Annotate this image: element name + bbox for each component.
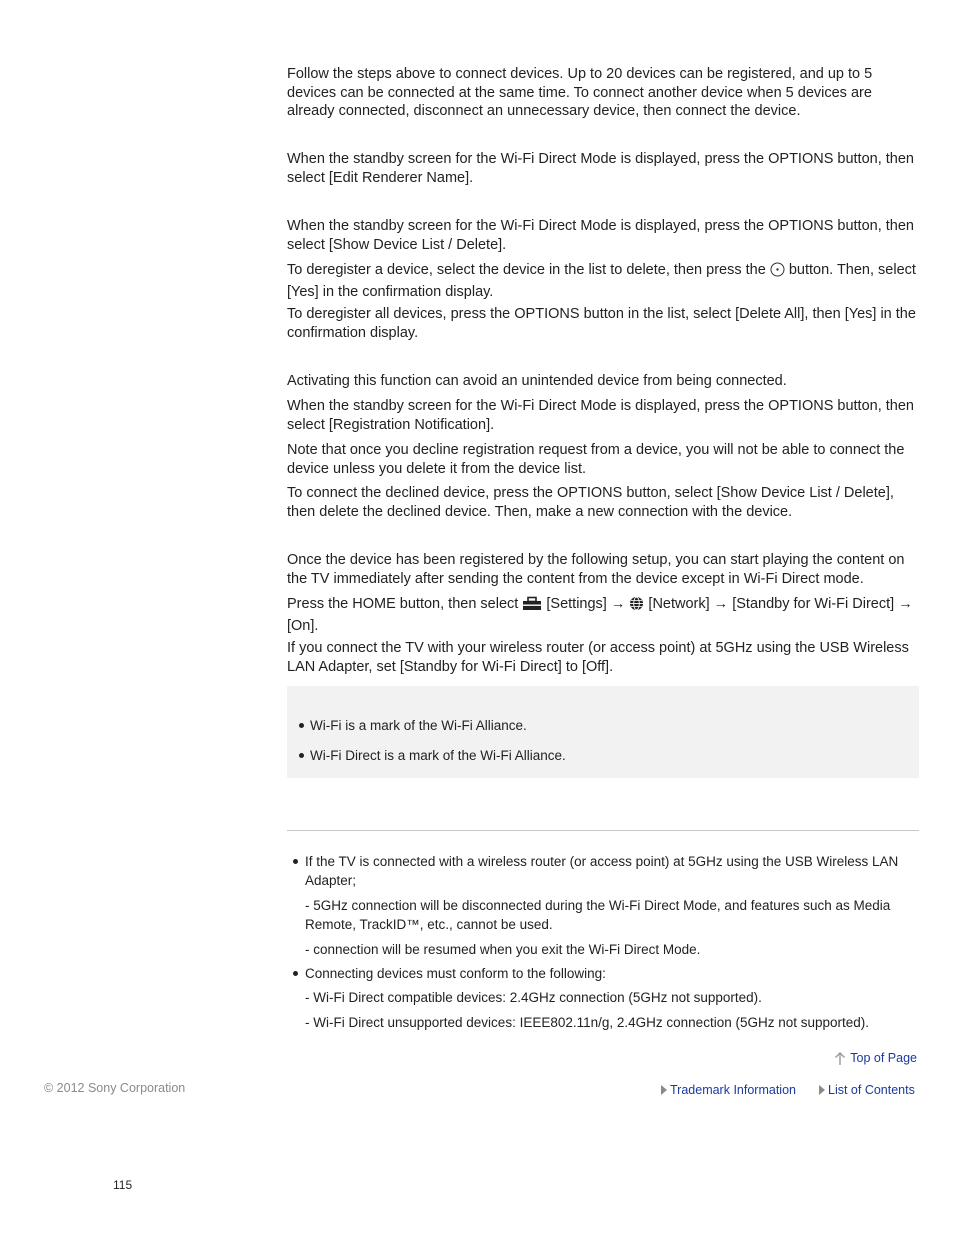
deregister-text-a: To deregister a device, select the device in the list to delete, then press the [287,262,770,278]
bullet-icon [299,723,304,728]
sub-item: - Wi-Fi Direct unsupported devices: IEEE802.11n/g, 2.4GHz connection (5GHz not supported). [305,1015,870,1030]
sub-item: - 5GHz connection will be disconnected during the Wi-Fi Direct Mode, and features such as Media Remote, TrackID™, etc., cannot be used. [305,898,891,932]
page-number: 115 [113,1178,133,1192]
note-text: Wi-Fi Direct is a mark of the Wi-Fi Alliance. [310,748,566,763]
paragraph-home-settings [287,595,919,635]
section-divider [287,830,919,831]
home-text-c: [Network] → [Standby for Wi-Fi Direct] → [On]. [287,596,913,634]
home-text-b: [Settings] → [542,596,630,612]
note-item [299,747,566,764]
list-of-contents [819,1081,915,1099]
note-text: Wi-Fi is a mark of the Wi-Fi Alliance. [310,718,527,733]
trademark-link[interactable]: Trademark Information [670,1083,796,1097]
trademark-info [661,1081,796,1099]
sub-item: - connection will be resumed when you exit the Wi-Fi Direct Mode. [305,942,701,957]
paragraph-deregister-device [287,261,919,301]
bullet-icon [293,971,298,976]
note-item [299,717,527,734]
up-arrow-icon [834,1051,846,1070]
top-of-page-link[interactable]: Top of Page [850,1051,917,1065]
bullet-icon [299,753,304,758]
triangle-right-icon [819,1085,825,1095]
deregister-text-b: button. Then, select [Yes] in the confirmation display. [287,262,916,300]
sub-item: - Wi-Fi Direct compatible devices: 2.4GHz connection (5GHz not supported). [305,990,762,1005]
paragraph-connect-devices: Follow the steps above to connect devices. Up to 20 devices can be registered, and up to 5 devices can be connected at the same time. To connect another device when 5 devices are already connected, disconnect an unnecessary device, then connect the device. [287,66,873,119]
triangle-right-icon [661,1085,667,1095]
contents-link[interactable]: List of Contents [828,1083,915,1097]
paragraph-5ghz-note: If you connect the TV with your wireless router (or access point) at 5GHz using the USB Wireless LAN Adapter, set [Standby for Wi-Fi Direct] to [Off]. [287,640,909,675]
paragraph-standby-intro: Once the device has been registered by the following setup, you can start playing the content on the TV immediately after sending the content from the device except in Wi-Fi Direct mode. [287,552,905,587]
paragraph-registration-notification: When the standby screen for the Wi-Fi Direct Mode is displayed, press the OPTIONS button, then select [Registration Notification]. [287,398,914,433]
network-globe-icon [629,596,644,617]
paragraph-activating-function: Activating this function can avoid an unintended device from being connected. [287,373,787,389]
paragraph-edit-renderer: When the standby screen for the Wi-Fi Direct Mode is displayed, press the OPTIONS button, then select [Edit Renderer Name]. [287,151,914,186]
paragraph-decline-note: Note that once you decline registration request from a device, you will not be able to connect the device unless you delete it from the device list. [287,442,905,477]
copyright: © 2012 Sony Corporation [44,1081,186,1095]
bullet-icon [293,859,298,864]
enter-button-icon [770,262,785,283]
paragraph-deregister-all: To deregister all devices, press the OPTIONS button in the list, select [Delete All], then [Yes] in the confirmation display. [287,306,916,341]
paragraph-show-device-list: When the standby screen for the Wi-Fi Direct Mode is displayed, press the OPTIONS button, then select [Show Device List / Delete]. [287,218,914,253]
home-text-a: Press the HOME button, then select [287,596,523,612]
paragraph-connect-declined: To connect the declined device, press the OPTIONS button, select [Show Device List / Delete], then delete the declined device. Then, make a new connection with the device. [287,485,894,520]
settings-toolbox-icon [522,596,542,617]
list-item-text: If the TV is connected with a wireless router (or access point) at 5GHz using the USB Wireless LAN Adapter; [305,854,899,888]
list-item-text: Connecting devices must conform to the following: [305,966,606,981]
top-of-page [834,1049,917,1070]
note-box [287,686,919,778]
